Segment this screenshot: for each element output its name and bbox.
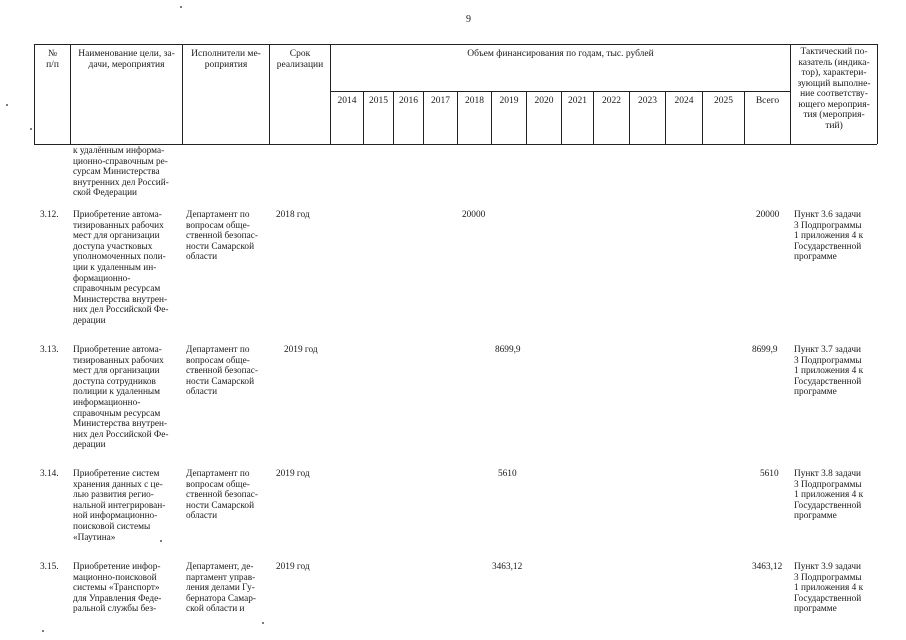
- row-executor: Департамент по вопросам обще- ственной безопас- ности Самарской области: [186, 345, 258, 398]
- year-2020: 2020: [534, 96, 554, 106]
- year-2021: 2021: [568, 96, 587, 106]
- header-financing: Объем финансирования по годам, тыс. рублей: [467, 49, 654, 59]
- row-total: 8699,9: [752, 345, 778, 355]
- year-total: Всего: [755, 96, 780, 106]
- row-term: 2019 год: [276, 562, 310, 572]
- row-number: 3.14.: [40, 469, 59, 479]
- row-value-2019: 8699,9: [495, 345, 521, 355]
- row-name: Приобретение автома- тизированных рабочих мест для организации доступа участковых уполномоченных поли- ции к удаленным ин- формационно- справочным ресурсам Министерства внутрен- них дел Российской Фе- дерации: [73, 210, 169, 326]
- col-rule: [877, 44, 878, 144]
- year-2022: 2022: [602, 96, 621, 106]
- row-name: Приобретение автома- тизированных рабочих мест для организации доступа сотрудников полиции к удаленным информационно- справочным ресурсам Министерства внутрен- них дел Российской Фе- дерации: [73, 345, 169, 451]
- row-term: 2019 год: [276, 469, 310, 479]
- row-number: 3.12.: [40, 210, 59, 220]
- row-name: Приобретение инфор- мационно-поисковой системы «Транспорт» для Управления Феде- ральной службы без-: [73, 562, 162, 615]
- table-top-rule: [34, 44, 877, 45]
- row-term: 2019 год: [284, 345, 318, 355]
- year-2017: 2017: [431, 96, 450, 106]
- page-number: 9: [466, 14, 471, 25]
- row-number: 3.13.: [40, 345, 59, 355]
- year-2019: 2019: [499, 96, 519, 106]
- year-2023: 2023: [638, 96, 657, 106]
- header-bottom-rule: [34, 144, 877, 145]
- year-2014: 2014: [337, 96, 357, 106]
- year-2018: 2018: [465, 96, 484, 106]
- header-number: № п/п: [46, 49, 59, 70]
- row-value-2018: 20000: [462, 210, 486, 220]
- scan-speck: [42, 630, 44, 632]
- scan-speck: [160, 540, 162, 542]
- scan-speck: [180, 6, 182, 8]
- header-indicator: Тактический по- казатель (индика- тор), характери- зующий выполне- ние соответству- ющего мероприя- тия (мероприя- тий): [797, 47, 871, 131]
- row-indicator: Пункт 3.7 задачи 3 Подпрограммы 1 приложения 4 к Государственной программе: [794, 345, 864, 398]
- year-2015: 2015: [369, 96, 388, 106]
- row-indicator: Пункт 3.6 задачи 3 Подпрограммы 1 приложения 4 к Государственной программе: [794, 210, 864, 263]
- years-header-rule: [330, 91, 790, 92]
- header-name: Наименование цели, за- дачи, мероприятия: [78, 49, 175, 70]
- row-value-2019: 3463,12: [492, 562, 523, 572]
- row-indicator: Пункт 3.9 задачи 3 Подпрограммы 1 приложения 4 к Государственной программе: [794, 562, 864, 615]
- row-term: 2018 год: [276, 210, 310, 220]
- row-executor: Департамент по вопросам обще- ственной безопас- ности Самарской области: [186, 469, 258, 522]
- row-name: Приобретение систем хранения данных с це- лью развития регио- нальной интегрирован- ной информационно- поисковой системы «Паутина»: [73, 469, 166, 543]
- year-2024: 2024: [674, 96, 694, 106]
- row-total: 3463,12: [752, 562, 783, 572]
- row-indicator: Пункт 3.8 задачи 3 Подпрограммы 1 приложения 4 к Государственной программе: [794, 469, 864, 522]
- row-value-2019: 5610: [498, 469, 517, 479]
- year-2016: 2016: [399, 96, 418, 106]
- row-number: 3.15.: [40, 562, 59, 572]
- header-term: Срок реализации: [276, 49, 324, 70]
- row-total: 20000: [756, 210, 780, 220]
- continuation-name: к удалённым информа- ционно-справочным ре- сурсам Министерства внутренних дел Россий- ской Федерации: [73, 146, 169, 199]
- scan-speck: [262, 622, 264, 624]
- row-executor: Департамент по вопросам обще- ственной безопас- ности Самарской области: [186, 210, 258, 263]
- scan-speck: [30, 128, 32, 130]
- row-total: 5610: [760, 469, 779, 479]
- year-2025: 2025: [714, 96, 733, 106]
- scan-speck: [6, 104, 8, 106]
- row-executor: Департамент, де- партамент управ- ления делами Гу- бернатора Самар- ской области и: [186, 562, 256, 615]
- header-executor: Исполнители ме- роприятия: [191, 49, 261, 70]
